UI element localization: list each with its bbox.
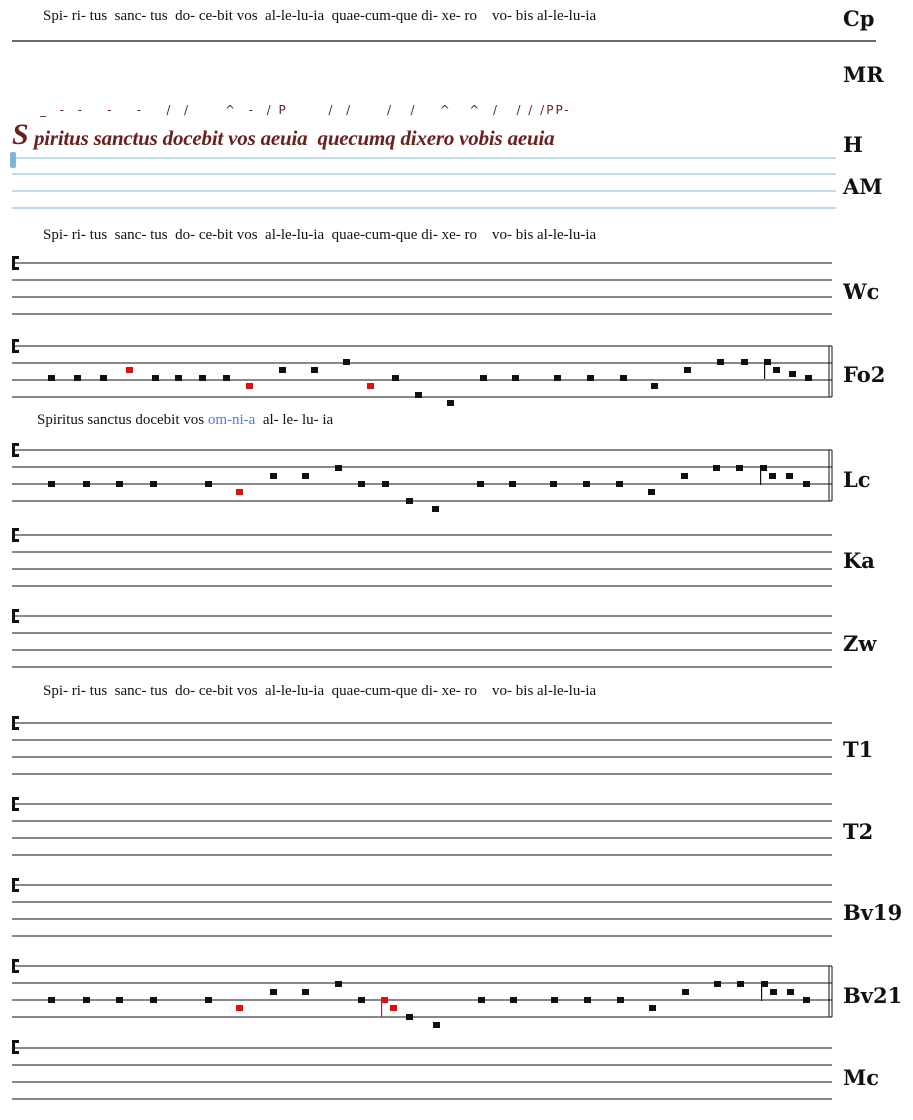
staff-zw [0, 603, 840, 669]
staff-t2 [0, 791, 840, 857]
staff-fo2 [0, 333, 840, 413]
siglum-t2: T2 [843, 819, 874, 844]
staff-lc [0, 438, 840, 518]
staff-mc [0, 1034, 840, 1104]
staff-ka [0, 522, 840, 588]
lc-lyric-insert: om-ni-a [207, 412, 256, 428]
siglum-lc: Lc [843, 467, 871, 492]
siglum-bv21: Bv21 [843, 983, 903, 1008]
staff-wc [0, 256, 840, 316]
staff-t1 [0, 710, 840, 776]
lyric-line-t1: Spi- ri- tus sanc- tus do- ce-bit vos al-le-lu-ia quae-cum-que di- xe- ro vo- bis al-le-lu-ia [43, 683, 597, 699]
siglum-fo2: Fo2 [843, 362, 886, 387]
staff-bv21 [0, 953, 840, 1037]
lc-lyric-tail: al- le- lu- ia [262, 412, 334, 428]
lyric-line-cp: Spi- ri- tus sanc- tus do- ce-bit vos al-le-lu-ia quae-cum-que di- xe- ro vo- bis al-le-lu-ia [43, 8, 597, 24]
manuscript-text: piritus sanctus docebit vos aeuia quecumq dixero vobis aeuia [34, 126, 555, 150]
lyric-line-wc: Spi- ri- tus sanc- tus do- ce-bit vos al-le-lu-ia quae-cum-que di- xe- ro vo- bis al-le-lu-ia [43, 227, 597, 243]
siglum-mr: MR [843, 62, 884, 87]
siglum-bv19: Bv19 [843, 900, 903, 925]
manuscript-initial: S [12, 118, 29, 151]
siglum-mc: Mc [843, 1065, 880, 1090]
separator-line [0, 38, 880, 44]
lc-lyric-main: Spiritus sanctus docebit vos [37, 412, 205, 428]
siglum-zw: Zw [843, 631, 877, 656]
siglum-t1: T1 [843, 737, 874, 762]
staff-bv19 [0, 872, 840, 938]
siglum-h: H [843, 132, 863, 157]
siglum-am: AM [843, 174, 883, 199]
manuscript-neumes: _ - - - - / / ^ - / P / / / / ^ ^ / / / /PP- [40, 103, 571, 117]
lyric-line-lc [37, 412, 333, 429]
siglum-ka: Ka [843, 548, 875, 573]
siglum-cp: Cp [843, 6, 875, 31]
manuscript-staff [0, 150, 840, 220]
siglum-wc: Wc [843, 279, 880, 304]
